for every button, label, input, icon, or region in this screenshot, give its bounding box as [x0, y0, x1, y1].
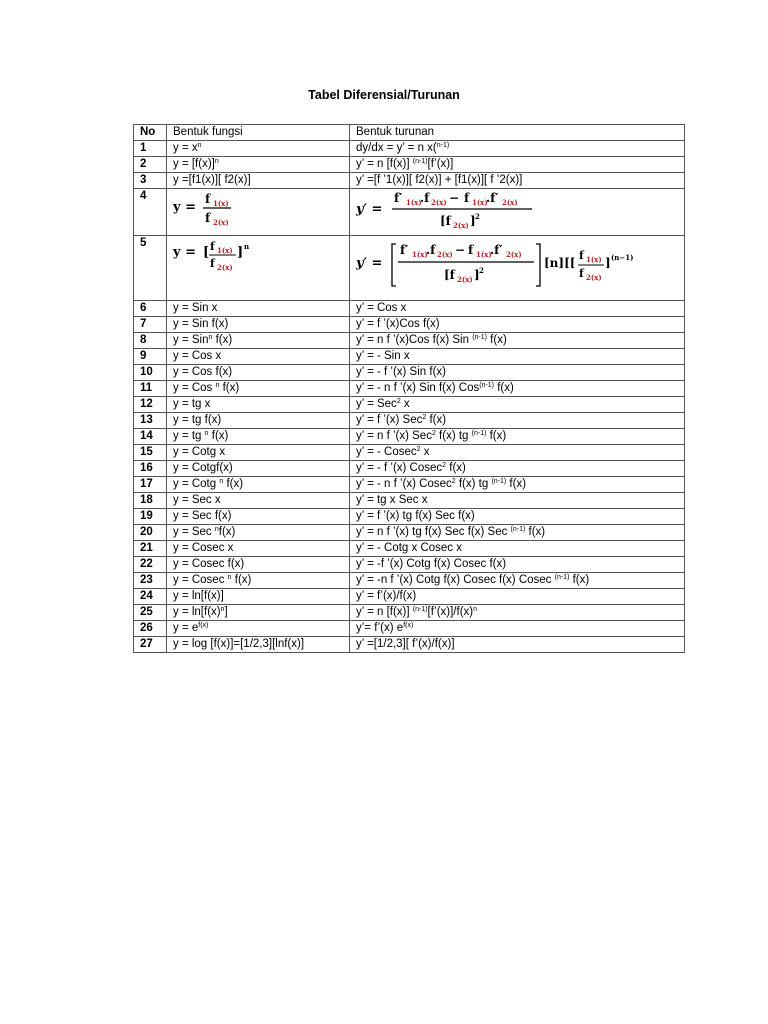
function-cell-fn-sup: f(x) — [198, 622, 209, 629]
function-cell — [167, 493, 350, 509]
table-row — [134, 157, 685, 173]
svg-text:−: − — [449, 191, 460, 205]
svg-text:f: f — [205, 192, 211, 206]
function-cell-fn-sup: n — [219, 478, 224, 485]
derivative-cell-dr-tail: f(x) — [494, 382, 514, 394]
derivative-cell — [350, 605, 685, 621]
svg-text:2(x): 2(x) — [453, 221, 469, 230]
row-number: 12 — [134, 397, 167, 413]
row-number: 24 — [134, 589, 167, 605]
derivative-cell-dr-tail: f(x) — [446, 462, 466, 474]
svg-text:y =: y = — [173, 245, 196, 260]
row-number: 4 — [134, 189, 167, 236]
svg-text:.f′: .f′ — [486, 191, 499, 205]
row-number: 11 — [134, 381, 167, 397]
derivative-cell-dr-sup: 2 — [431, 430, 436, 437]
row-number: 7 — [134, 317, 167, 333]
svg-text:f: f — [579, 249, 584, 262]
function-cell — [167, 301, 350, 317]
derivative-cell-dr: y’ = - n f ’(x) Cosec — [356, 478, 452, 490]
derivative-cell — [350, 349, 685, 365]
svg-text:2(x): 2(x) — [431, 198, 447, 207]
derivative-cell-dr-sup2: (n-1) — [471, 430, 487, 437]
derivative-cell-dr: y’ = n [f(x)] — [356, 158, 413, 170]
function-cell-fn: y = Cos x — [173, 350, 222, 362]
function-cell — [167, 429, 350, 445]
row-number: 22 — [134, 557, 167, 573]
formula-r5-derivative — [356, 238, 681, 290]
derivative-cell-dr-tail: [f’(x)]/f(x) — [427, 606, 474, 618]
derivative-cell-dr-sup: 2 — [451, 478, 456, 485]
function-cell — [167, 445, 350, 461]
function-cell-fn: y = Sin — [173, 334, 209, 346]
derivative-cell-dr: y’ = n [f(x)] — [356, 606, 413, 618]
derivative-cell — [350, 413, 685, 429]
function-cell-fn: y = [f(x)] — [173, 158, 215, 170]
row-number: 14 — [134, 429, 167, 445]
formula-r4-derivative — [356, 189, 676, 233]
derivative-cell-dr: y’ = n f ’(x) tg f(x) Sec f(x) Sec — [356, 526, 511, 538]
function-cell-fn-tail: f(x) — [231, 574, 252, 586]
svg-text:1(x): 1(x) — [472, 198, 488, 207]
table-row — [134, 445, 685, 461]
function-cell — [167, 477, 350, 493]
svg-text:y =: y = — [173, 200, 196, 215]
derivative-cell-dr-tail2: f(x) — [506, 478, 527, 490]
formula-r4-function — [173, 189, 283, 229]
derivative-cell-dr-sup: (n-1) — [472, 334, 487, 341]
derivative-cell-dr: y’ = Cos x — [356, 302, 407, 314]
derivative-cell-dr: y’ = -n f ’(x) Cotg f(x) Cosec f(x) Cosec — [356, 574, 555, 586]
function-cell-fn: y = Sin f(x) — [173, 318, 229, 330]
function-cell-fn-sup: n — [204, 430, 209, 437]
svg-text:y′ =: y′ = — [356, 202, 383, 217]
function-cell-fn: y = Sin x — [173, 302, 218, 314]
svg-text:[f: [f — [440, 214, 451, 228]
derivative-cell-dr-sup: 2 — [422, 414, 427, 421]
function-cell — [167, 365, 350, 381]
svg-text:f: f — [210, 257, 215, 270]
function-cell — [167, 605, 350, 621]
derivative-cell-dr-tail: f(x) tg — [435, 430, 472, 442]
derivative-cell — [350, 189, 685, 236]
derivative-cell-dr-sup: n-1) — [436, 142, 450, 149]
derivative-cell-dr-tail: [f’(x)] — [427, 158, 454, 170]
function-cell-fn: y =[f1(x)][ f2(x)] — [173, 174, 251, 186]
derivative-cell-dr-tail: x — [420, 446, 430, 458]
table-row — [134, 525, 685, 541]
svg-text:2(x): 2(x) — [213, 218, 229, 227]
function-cell — [167, 333, 350, 349]
derivative-cell-dr-sup: 2 — [416, 446, 421, 453]
row-number: 16 — [134, 461, 167, 477]
derivative-cell-dr-tail: f(x) tg — [455, 478, 492, 490]
derivative-cell — [350, 381, 685, 397]
svg-text:2(x): 2(x) — [437, 250, 453, 259]
svg-text:1(x): 1(x) — [412, 250, 428, 259]
function-cell — [167, 637, 350, 653]
row-number: 27 — [134, 637, 167, 653]
derivative-cell — [350, 141, 685, 157]
table-row — [134, 541, 685, 557]
function-cell — [167, 525, 350, 541]
derivative-cell-dr: y’= f’(x) e — [356, 622, 404, 634]
table-row — [134, 333, 685, 349]
row-number: 2 — [134, 157, 167, 173]
svg-text:.f: .f — [426, 243, 436, 257]
derivative-cell-dr: y’ = f ’(x)Cos f(x) — [356, 318, 440, 330]
function-cell-fn: y = Cosec — [173, 574, 228, 586]
table-header-row — [134, 125, 685, 141]
svg-text:2(x): 2(x) — [502, 198, 518, 207]
derivative-cell-dr-sup: 2 — [396, 398, 401, 405]
derivative-cell — [350, 621, 685, 637]
function-cell-fn-sup: n — [227, 574, 232, 581]
function-cell — [167, 236, 350, 301]
function-cell-fn: y = log [f(x)]=[1/2,3][lnf(x)] — [173, 638, 305, 650]
table-row — [134, 301, 685, 317]
table-row — [134, 573, 685, 589]
derivative-cell — [350, 509, 685, 525]
svg-text:2(x): 2(x) — [217, 263, 233, 272]
svg-text:(n−1): (n−1) — [611, 253, 634, 262]
function-cell-fn: y = tg f(x) — [173, 414, 222, 426]
svg-text:f: f — [468, 243, 474, 257]
table-row — [134, 605, 685, 621]
derivative-cell — [350, 461, 685, 477]
svg-text:1(x): 1(x) — [586, 255, 602, 264]
svg-text:2(x): 2(x) — [457, 275, 473, 284]
function-cell-fn: y = Cotgf(x) — [173, 462, 233, 474]
function-cell — [167, 141, 350, 157]
derivative-cell-dr: y’ = - f ’(x) Cosec — [356, 462, 443, 474]
derivative-cell — [350, 573, 685, 589]
derivative-cell-dr-sup2: (n-1) — [491, 478, 507, 485]
derivative-cell — [350, 397, 685, 413]
svg-text:y′ =: y′ = — [356, 256, 383, 271]
svg-text:1(x): 1(x) — [213, 199, 229, 208]
table-row — [134, 621, 685, 637]
svg-text:2(x): 2(x) — [506, 250, 522, 259]
function-cell-fn-sup: n — [214, 526, 219, 533]
derivative-cell-dr: y’ = f ’(x) tg f(x) Sec f(x) — [356, 510, 475, 522]
derivative-cell-dr: y’ = f ’(x) Sec — [356, 414, 423, 426]
row-number: 10 — [134, 365, 167, 381]
function-cell-fn-tail: ] — [224, 606, 228, 618]
derivative-table — [133, 124, 685, 653]
function-cell-fn-sup: n — [214, 158, 219, 165]
row-number: 9 — [134, 349, 167, 365]
function-cell — [167, 557, 350, 573]
derivative-cell-dr: y’ =[1/2,3][ f’(x)/f(x)] — [356, 638, 455, 650]
svg-text:]: ] — [237, 245, 244, 260]
table-body — [134, 125, 685, 653]
derivative-cell — [350, 525, 685, 541]
derivative-cell-dr-tail: f(x) — [486, 334, 507, 346]
derivative-cell-dr-sup2: n — [473, 606, 478, 613]
svg-text:1(x): 1(x) — [406, 198, 422, 207]
derivative-cell — [350, 477, 685, 493]
function-cell-fn-sup: n — [220, 606, 225, 613]
svg-text:n: n — [244, 242, 250, 251]
derivative-cell — [350, 637, 685, 653]
svg-text:]: ] — [605, 256, 611, 270]
table-row — [134, 461, 685, 477]
svg-text:[: [ — [203, 245, 210, 260]
row-number: 17 — [134, 477, 167, 493]
function-cell-fn: y = tg — [173, 430, 205, 442]
function-cell-fn-tail: f(x) — [223, 478, 244, 490]
svg-text:[n][[: [n][[ — [544, 256, 576, 270]
row-number: 23 — [134, 573, 167, 589]
function-cell-fn-tail: f(x) — [219, 382, 240, 394]
function-cell-fn: y = Sec f(x) — [173, 510, 232, 522]
function-cell-fn: y = Sec — [173, 526, 215, 538]
page-title: Tabel Diferensial/Turunan — [308, 88, 460, 102]
function-cell-fn: y = Cosec x — [173, 542, 234, 554]
derivative-cell-dr-sup: (n-1) — [554, 574, 570, 581]
derivative-cell — [350, 429, 685, 445]
function-cell — [167, 573, 350, 589]
row-number: 1 — [134, 141, 167, 157]
row-number: 18 — [134, 493, 167, 509]
svg-text:]: ] — [470, 214, 476, 228]
derivative-cell — [350, 541, 685, 557]
row-number: 15 — [134, 445, 167, 461]
function-cell — [167, 509, 350, 525]
function-cell — [167, 173, 350, 189]
function-cell-fn: y = ln[f(x) — [173, 606, 221, 618]
function-cell-fn-tail: f(x) — [212, 334, 233, 346]
function-cell-fn: y = ln[f(x)] — [173, 590, 224, 602]
table-row — [134, 381, 685, 397]
derivative-cell-dr-sup: (n-1) — [479, 382, 494, 389]
table-row — [134, 365, 685, 381]
svg-text:2: 2 — [475, 212, 480, 221]
derivative-cell-dr-sup: (n-1) — [412, 158, 428, 165]
function-cell — [167, 541, 350, 557]
function-cell-fn: y = Cotg x — [173, 446, 226, 458]
function-cell-fn: y = e — [173, 622, 199, 634]
derivative-cell — [350, 317, 685, 333]
derivative-cell-dr-tail: x — [400, 398, 410, 410]
svg-text:f: f — [464, 191, 470, 205]
row-number: 21 — [134, 541, 167, 557]
table-row — [134, 236, 685, 301]
svg-text:f′: f′ — [400, 243, 409, 257]
svg-text:.f: .f — [420, 191, 430, 205]
derivative-cell-dr-sup: (n-1) — [510, 526, 526, 533]
derivative-cell-dr: y’ = f’(x)/f(x) — [356, 590, 417, 602]
derivative-cell — [350, 301, 685, 317]
derivative-cell-dr: y’ = - Sin x — [356, 350, 410, 362]
svg-text:1(x): 1(x) — [217, 246, 233, 255]
table-row — [134, 349, 685, 365]
table-row — [134, 173, 685, 189]
table-row — [134, 317, 685, 333]
formula-r5-function — [173, 238, 283, 278]
table-row — [134, 397, 685, 413]
derivative-cell-dr-tail: f(x) — [426, 414, 447, 426]
function-cell — [167, 621, 350, 637]
table-row — [134, 589, 685, 605]
svg-text:2(x): 2(x) — [586, 273, 602, 282]
function-cell — [167, 189, 350, 236]
derivative-cell-dr: y’ = n f ’(x) Sec — [356, 430, 432, 442]
function-cell-fn-sup: n — [208, 334, 213, 341]
table-row — [134, 189, 685, 236]
derivative-cell — [350, 157, 685, 173]
row-number: 25 — [134, 605, 167, 621]
derivative-cell — [350, 445, 685, 461]
derivative-cell — [350, 589, 685, 605]
row-number: 26 — [134, 621, 167, 637]
svg-text:]: ] — [474, 268, 480, 282]
derivative-cell-dr: y’ = - Cosec — [356, 446, 417, 458]
derivative-cell-dr: y’ = Sec — [356, 398, 397, 410]
header-derivative: Bentuk turunan — [350, 125, 685, 141]
table-row — [134, 141, 685, 157]
function-cell — [167, 349, 350, 365]
header-function: Bentuk fungsi — [167, 125, 350, 141]
function-cell-fn: y = Cos f(x) — [173, 366, 233, 378]
derivative-cell — [350, 557, 685, 573]
function-cell-fn-tail: f(x) — [208, 430, 229, 442]
svg-text:2: 2 — [479, 266, 484, 275]
function-cell-fn: y = Sec x — [173, 494, 221, 506]
svg-text:−: − — [455, 243, 466, 257]
row-number: 19 — [134, 509, 167, 525]
table-row — [134, 493, 685, 509]
row-number: 6 — [134, 301, 167, 317]
svg-text:f: f — [205, 211, 211, 225]
derivative-cell-dr: y’ = tg x Sec x — [356, 494, 428, 506]
function-cell-fn-tail: f(x) — [218, 526, 236, 538]
function-cell-fn: y = Cos — [173, 382, 216, 394]
svg-text:f′: f′ — [394, 191, 403, 205]
derivative-cell-dr: y’ =[f ’1(x)][ f2(x)] + [f1(x)][ f ’2(x)] — [356, 174, 523, 186]
derivative-cell-dr-tail: f(x) — [525, 526, 546, 538]
derivative-cell — [350, 236, 685, 301]
table-row — [134, 509, 685, 525]
function-cell-fn-sup: n — [197, 142, 202, 149]
derivative-cell-dr-sup: (n-1) — [412, 606, 428, 613]
derivative-cell — [350, 493, 685, 509]
derivative-cell-dr: y’ = - n f ’(x) Sin f(x) Cos — [356, 382, 480, 394]
svg-text:f: f — [210, 240, 215, 253]
table-row — [134, 557, 685, 573]
derivative-cell-dr: y’ = - Cotg x Cosec x — [356, 542, 462, 554]
row-number: 13 — [134, 413, 167, 429]
function-cell — [167, 589, 350, 605]
row-number: 5 — [134, 236, 167, 301]
function-cell-fn: y = tg x — [173, 398, 211, 410]
table-row — [134, 637, 685, 653]
row-number: 3 — [134, 173, 167, 189]
function-cell — [167, 317, 350, 333]
header-no: No — [134, 125, 167, 141]
function-cell — [167, 397, 350, 413]
function-cell — [167, 413, 350, 429]
table-row — [134, 429, 685, 445]
derivative-cell-dr: y’ = -f ’(x) Cotg f(x) Cosec f(x) — [356, 558, 507, 570]
derivative-cell-dr-sup: 2 — [442, 462, 447, 469]
svg-text:1(x): 1(x) — [476, 250, 492, 259]
derivative-cell-dr-tail: f(x) — [569, 574, 590, 586]
table-row — [134, 413, 685, 429]
function-cell-fn-sup: n — [215, 382, 220, 389]
function-cell-fn: y = Cotg — [173, 478, 220, 490]
function-cell-fn: y = Cosec f(x) — [173, 558, 245, 570]
derivative-cell — [350, 333, 685, 349]
function-cell — [167, 461, 350, 477]
derivative-cell — [350, 365, 685, 381]
derivative-cell-dr-tail2: f(x) — [486, 430, 507, 442]
svg-text:.f′: .f′ — [490, 243, 503, 257]
function-cell — [167, 381, 350, 397]
derivative-cell-dr: dy/dx = y’ = n x( — [356, 142, 437, 154]
derivative-cell-dr: y’ = n f ’(x)Cos f(x) Sin — [356, 334, 473, 346]
derivative-cell-dr-sup: f(x) — [403, 622, 414, 629]
row-number: 8 — [134, 333, 167, 349]
svg-text:f: f — [579, 267, 584, 280]
svg-text:[f: [f — [444, 268, 455, 282]
derivative-cell — [350, 173, 685, 189]
derivative-cell-dr: y’ = - f ’(x) Sin f(x) — [356, 366, 446, 378]
function-cell — [167, 157, 350, 173]
table-row — [134, 477, 685, 493]
row-number: 20 — [134, 525, 167, 541]
function-cell-fn: y = x — [173, 142, 198, 154]
